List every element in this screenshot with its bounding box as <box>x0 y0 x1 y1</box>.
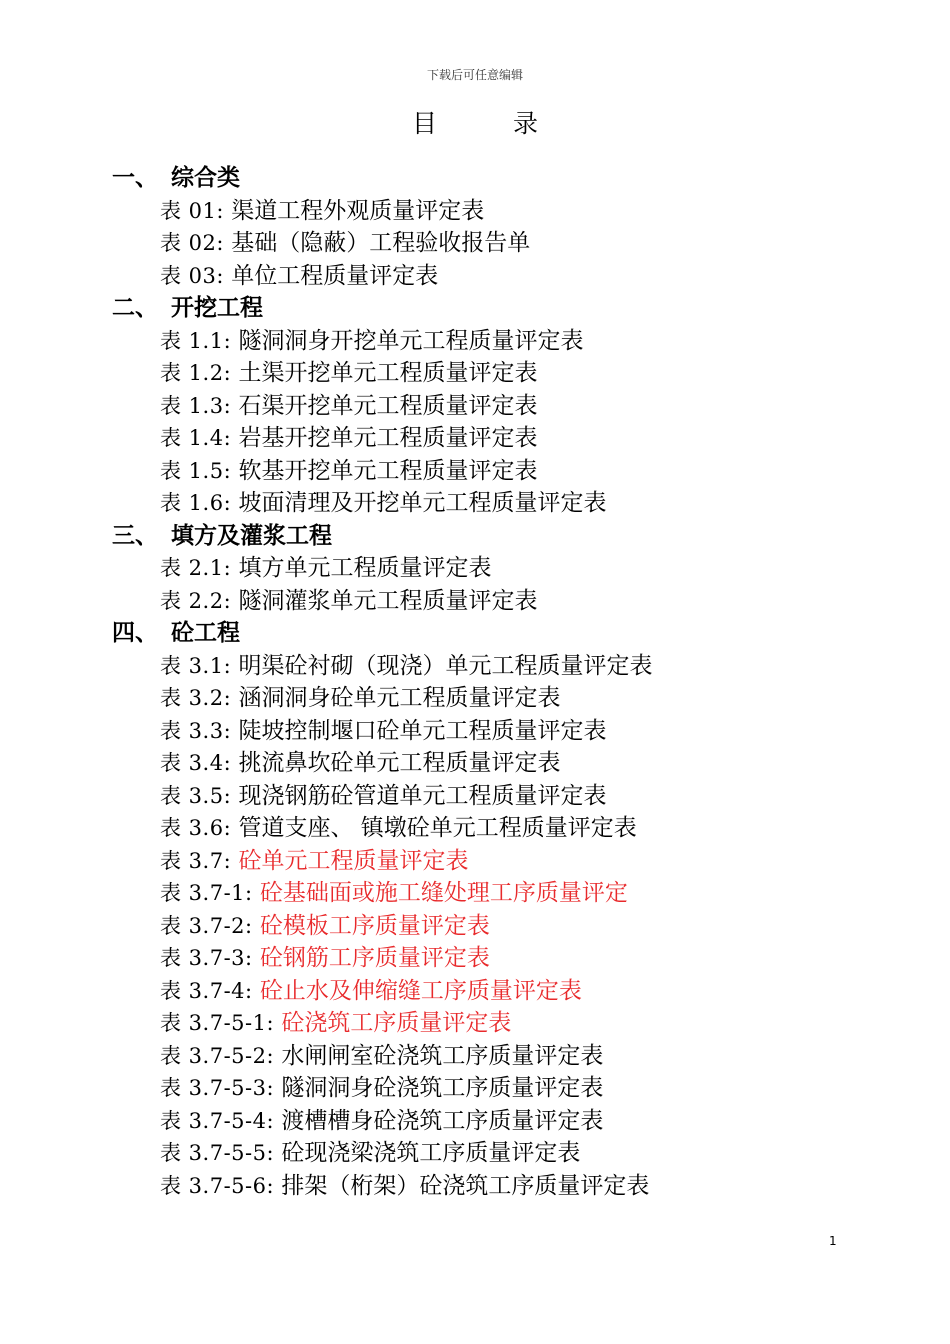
toc-entry-title: 填方单元工程质量评定表 <box>238 555 492 581</box>
toc-entry-title: 坡面清理及开挖单元工程质量评定表 <box>238 490 607 516</box>
toc-entry-title: 陡坡控制堰口砼单元工程质量评定表 <box>238 717 607 744</box>
toc-entry <box>112 747 872 780</box>
toc-entry <box>112 910 872 943</box>
toc-entry <box>112 812 872 845</box>
toc-entry <box>112 422 872 455</box>
toc-entry-gap <box>253 913 260 939</box>
toc-entry-title: 管道支座、 镇墩砼单元工程质量评定表 <box>238 815 637 841</box>
section-number: 四、 <box>112 620 158 646</box>
toc-entry-title: 岩基开挖单元工程质量评定表 <box>238 425 538 451</box>
toc-entry-title: 水闸闸室砼浇筑工序质量评定表 <box>281 1042 604 1069</box>
toc-entry-title: 基础（隐蔽）工程验收报告单 <box>231 230 531 256</box>
toc-entry-title: 渡槽槽身砼浇筑工序质量评定表 <box>281 1107 604 1134</box>
toc-entry-code: 表 3.6: <box>160 816 232 840</box>
toc-entry-code: 表 01: <box>160 198 224 223</box>
toc-entry-code: 表 1.3: <box>160 393 232 418</box>
toc-entry <box>112 325 872 358</box>
toc-entry-title: 隧洞洞身开挖单元工程质量评定表 <box>238 327 584 354</box>
toc-entry <box>112 780 872 813</box>
toc-entry-code: 表 3.7-5-5: <box>160 1141 275 1165</box>
toc-entry-title: 土渠开挖单元工程质量评定表 <box>238 360 538 386</box>
toc-entry <box>112 1137 872 1170</box>
toc-entry-title: 渠道工程外观质量评定表 <box>231 197 485 224</box>
toc-entry-code: 表 1.6: <box>160 491 232 515</box>
toc-entry-title: 砼模板工序质量评定表 <box>259 912 490 939</box>
toc-entry-title: 涵洞洞身砼单元工程质量评定表 <box>238 685 561 711</box>
section-title: 填方及灌浆工程 <box>171 522 332 549</box>
toc-entry-gap <box>253 880 260 906</box>
toc-entry-title: 单位工程质量评定表 <box>231 262 439 289</box>
section-title: 开挖工程 <box>171 295 263 321</box>
toc-entry-code: 表 3.2: <box>160 686 232 710</box>
toc-entry-title: 石渠开挖单元工程质量评定表 <box>238 392 538 419</box>
toc-entry <box>112 877 872 910</box>
toc-entry-code: 表 3.7-5-4: <box>160 1108 275 1133</box>
toc-entry-code: 表 1.2: <box>160 361 232 385</box>
toc-entry-code: 表 2.1: <box>160 556 232 580</box>
toc-entry-title: 挑流鼻坎砼单元工程质量评定表 <box>238 750 561 776</box>
toc-entry-title: 现浇钢筋砼管道单元工程质量评定表 <box>238 782 607 809</box>
page-title: 目 录 <box>412 109 572 138</box>
toc-entry-title: 砼单元工程质量评定表 <box>238 847 469 874</box>
section-number: 一、 <box>112 165 158 191</box>
toc-entry-code: 表 3.7-5-6: <box>160 1173 275 1198</box>
toc-entry-code: 表 3.7-5-2: <box>160 1043 275 1068</box>
toc-entry-title: 砼现浇梁浇筑工序质量评定表 <box>281 1140 581 1166</box>
toc-entry-title: 排架（桁架）砼浇筑工序质量评定表 <box>281 1172 650 1199</box>
toc-entry <box>112 682 872 715</box>
toc-entry-code: 表 3.7-2: <box>160 913 253 938</box>
toc-entry-code: 表 3.7-1: <box>160 881 253 905</box>
header-note: 下载后可任意编辑 <box>426 68 523 82</box>
toc-entry <box>112 1105 872 1138</box>
toc-entry <box>112 715 872 748</box>
toc-entry <box>112 585 872 618</box>
toc-entry-title: 明渠砼衬砌（现浇）单元工程质量评定表 <box>238 652 653 679</box>
section-heading <box>112 617 872 650</box>
toc-entry-code: 表 3.4: <box>160 751 232 775</box>
toc-entry <box>112 195 872 228</box>
toc-entry <box>112 227 872 260</box>
toc-entry-code: 表 3.5: <box>160 783 232 808</box>
toc-entry-code: 表 3.7-4: <box>160 978 253 1003</box>
toc-entry-code: 表 03: <box>160 263 224 288</box>
toc-entry <box>112 1040 872 1073</box>
toc-entry-title: 隧洞灌浆单元工程质量评定表 <box>238 587 538 614</box>
toc-entry <box>112 975 872 1008</box>
toc-entry <box>112 650 872 683</box>
toc-entry <box>112 455 872 488</box>
section-title: 综合类 <box>171 165 240 191</box>
toc-entry <box>112 845 872 878</box>
section-title: 砼工程 <box>171 620 240 646</box>
toc-entry <box>112 390 872 423</box>
toc-entry-code: 表 3.1: <box>160 653 232 678</box>
toc-entry-code: 表 1.5: <box>160 458 232 483</box>
toc-entry-title: 砼钢筋工序质量评定表 <box>259 945 490 971</box>
section-heading <box>112 520 872 553</box>
section-number: 三、 <box>112 522 158 549</box>
toc-entry-code: 表 1.4: <box>160 426 232 450</box>
toc-entry-title: 砼浇筑工序质量评定表 <box>281 1010 512 1036</box>
toc-entry <box>112 942 872 975</box>
toc-entry <box>112 357 872 390</box>
toc-entry-gap <box>253 978 260 1004</box>
toc-entry-code: 表 3.7: <box>160 848 232 873</box>
section-heading <box>112 162 872 195</box>
toc-entry-title: 隧洞洞身砼浇筑工序质量评定表 <box>281 1075 604 1101</box>
toc-entry <box>112 260 872 293</box>
toc-entry <box>112 1007 872 1040</box>
toc-entry-gap <box>253 945 260 971</box>
toc-entry-code: 表 3.7-5-1: <box>160 1011 275 1035</box>
toc-entry-code: 表 3.7-3: <box>160 946 253 970</box>
toc-entry <box>112 1072 872 1105</box>
toc-entry-code: 表 02: <box>160 231 224 255</box>
page-number: 1 <box>829 1234 837 1248</box>
toc-entry-code: 表 3.7-5-3: <box>160 1076 275 1100</box>
toc-entry <box>112 487 872 520</box>
toc-entry-title: 砼基础面或施工缝处理工序质量评定 <box>259 880 628 906</box>
toc-entry-code: 表 2.2: <box>160 588 232 613</box>
toc-entry-title: 砼止水及伸缩缝工序质量评定表 <box>259 977 582 1004</box>
section-number: 二、 <box>112 295 158 321</box>
toc-entry-code: 表 1.1: <box>160 328 232 353</box>
toc-entry-title: 软基开挖单元工程质量评定表 <box>238 457 538 484</box>
toc-entry-code: 表 3.3: <box>160 718 232 743</box>
toc-entry <box>112 1170 872 1203</box>
section-heading <box>112 292 872 325</box>
toc-entry <box>112 552 872 585</box>
table-of-contents <box>112 162 872 1202</box>
